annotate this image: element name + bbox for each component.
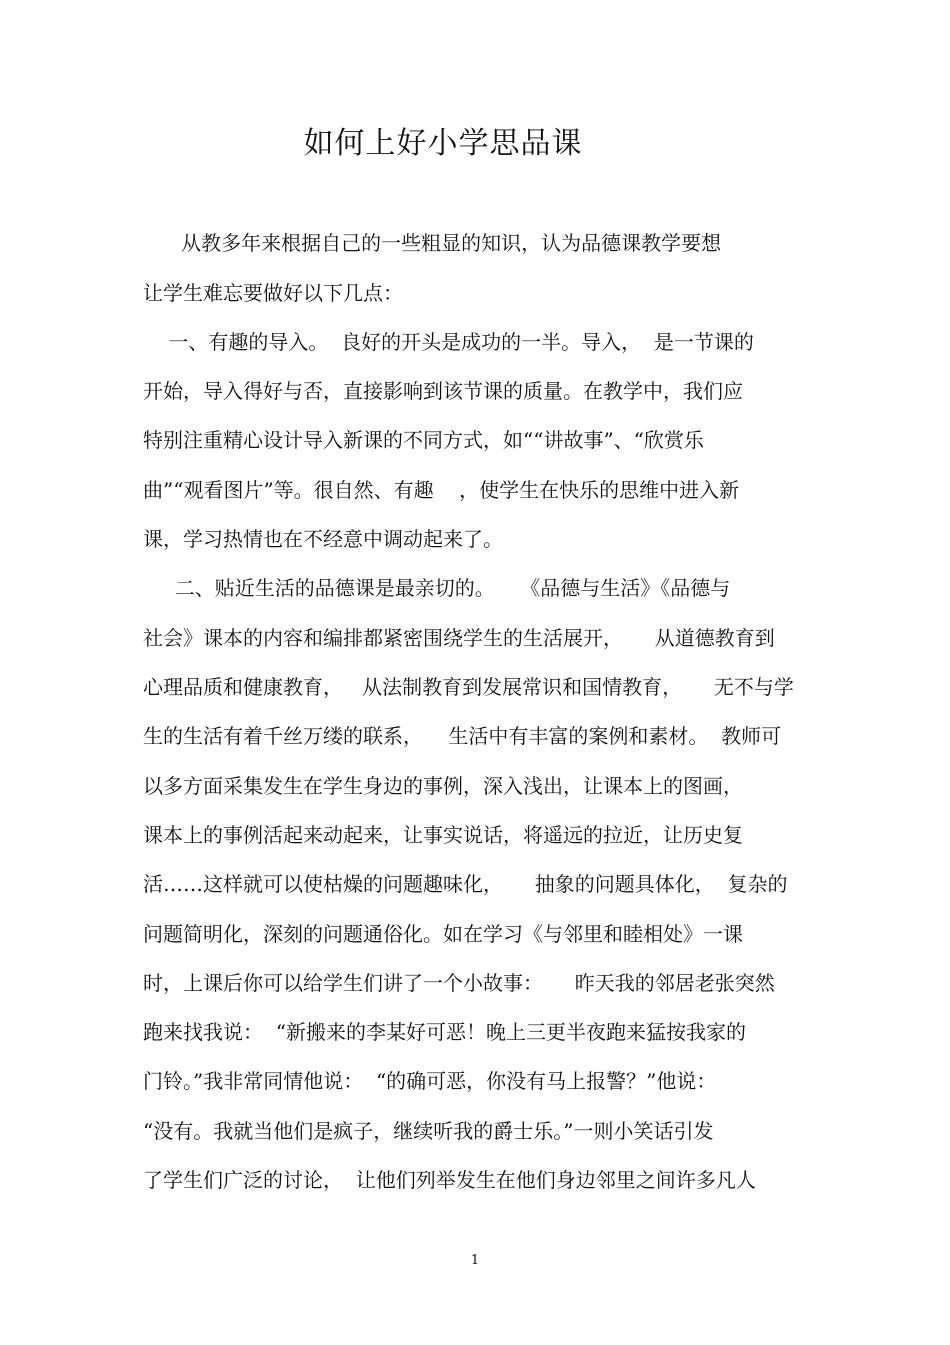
body-line: 心理品质和健康教育， 从法制教育到发展常识和国情教育， 无不与学 xyxy=(143,675,794,699)
body-line: 曲”“观看图片”等。很自然、有趣 ，使学生在快乐的思维中进入新 xyxy=(143,478,740,502)
body-line: 开始，导入得好与否，直接影响到该节课的质量。在教学中，我们应 xyxy=(143,379,743,403)
document-title: 如何上好小学思品课 xyxy=(303,126,583,161)
body-line: 活……这样就可以使枯燥的问题趣味化， 抽象的问题具体化， 复杂的 xyxy=(143,872,788,896)
body-line: “没有。我就当他们是疯子，继续听我的爵士乐。”一则小笑话引发 xyxy=(143,1119,714,1143)
body-line: 让学生难忘要做好以下几点： xyxy=(143,281,403,305)
body-line: 一、有趣的导入。 良好的开头是成功的一半。导入， 是一节课的 xyxy=(143,330,754,354)
body-line: 课，学习热情也在不经意中调动起来了。 xyxy=(143,527,503,551)
body-line: 社会》课本的内容和编排都紧密围绕学生的生活展开， 从道德教育到 xyxy=(143,626,775,650)
body-line: 门铃。”我非常同情他说： “的确可恶，你没有马上报警？”他说： xyxy=(143,1069,717,1093)
body-line: 课本上的事例活起来动起来，让事实说话，将遥远的拉近，让历史复 xyxy=(143,823,743,847)
body-line: 特别注重精心设计导入新课的不同方式，如““讲故事”、“欣赏乐 xyxy=(143,428,704,452)
body-line: 二、贴近生活的品德课是最亲切的。 《品德与生活》《品德与 xyxy=(143,576,731,600)
body-line: 以多方面采集发生在学生身边的事例，深入浅出，让课本上的图画， xyxy=(143,774,743,798)
body-line: 问题简明化，深刻的问题通俗化。如在学习《与邻里和睦相处》一课 xyxy=(143,922,743,946)
body-line: 了学生们广泛的讨论， 让他们列举发生在他们身边邻里之间许多凡人 xyxy=(143,1168,756,1192)
body-line: 从教多年来根据自己的一些粗显的知识，认为品德课教学要想 xyxy=(143,231,722,255)
body-line: 生的生活有着千丝万缕的联系， 生活中有丰富的案例和素材。 教师可 xyxy=(143,724,782,748)
page-number: 1 xyxy=(470,1253,480,1268)
body-line: 跑来找我说： “新搬来的李某好可恶！晚上三更半夜跑来猛按我家的 xyxy=(143,1020,746,1044)
body-line: 时，上课后你可以给学生们讲了一个小故事： 昨天我的邻居老张突然 xyxy=(143,971,775,995)
